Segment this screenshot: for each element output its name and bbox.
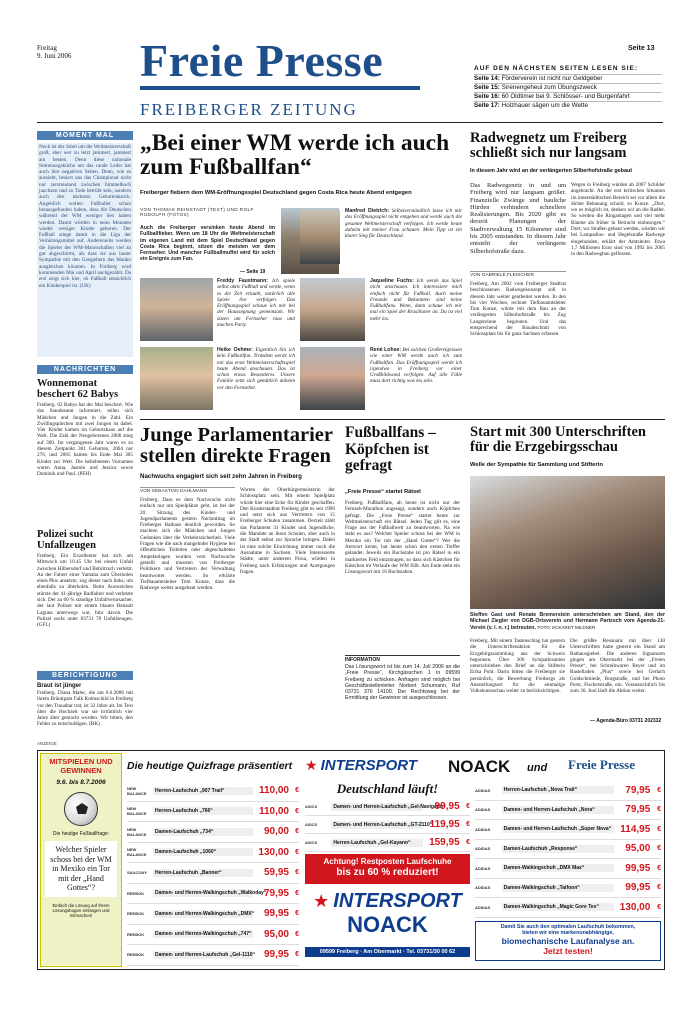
product-row — [127, 945, 299, 966]
preview-page: Seite 15: — [474, 84, 502, 91]
preview-page: Seite 14: — [474, 75, 502, 82]
euro-icon: € — [657, 806, 661, 814]
ad-left-question: Welcher Spieler schoss bei der WM in Mexiko ein Tor mit der „Hand Gottes“? — [45, 841, 117, 897]
masthead-title: Freie Presse — [140, 35, 384, 86]
euro-icon: € — [295, 910, 299, 918]
ad-bottom-line4: Jetzt testen! — [543, 946, 593, 956]
parlament-text2: Worten der Oberbürgermeisterin der Schlossplatz sein. Mit einem Spielplatz würde hier eine Ecke für Kinder geschaffen. Den Kinderstadtrat Freiberg gibt es seit 1996 und setzt sich aus Vertretern von 15 Freiberger Schulen zusammen. Derzeit zählt das Parlament 31 Kinder und Jugendliche, die Mandate an ihren Schulen, aber auch in der Stadt selbst zur Sprache bringen. Dabei ist eine solche Einrichtung immer noch die Ausnahme in Sachsen. Viele Interessierte Städte, unter anderem Pirna, würden in Freiberg nach Erfahrungen und Anregungen fragen. — [240, 487, 335, 575]
nachrichten-label: NACHRICHTEN — [37, 365, 133, 374]
brand-logo: NEW BALANCE — [127, 806, 147, 817]
brand-logo: ADIDAS — [475, 865, 491, 871]
product-price: 99,95 — [434, 801, 460, 812]
fussball-subhead: „Freie Presse“ startet Rätsel — [345, 489, 421, 495]
radweg-byline: VON GABRIELE FLEISCHER — [470, 271, 566, 278]
product-name: Damen- und Herren-Laufschuh „GT-2110“ — [333, 821, 433, 828]
ad-left-title: MITSPIELEN UND GEWINNEN — [49, 757, 113, 775]
euro-icon: € — [295, 787, 299, 795]
masthead-logo — [140, 35, 430, 98]
product-name: Damen- und Herren-Walkingschuh „Walkoday“ — [155, 890, 267, 897]
photo-manfred — [300, 210, 340, 264]
quote-freddy — [217, 278, 295, 341]
product-price: 99,95 — [263, 949, 289, 961]
achtung-line1: Achtung! Restposten Laufschuhe — [323, 857, 452, 866]
intersport-star-icon: ★ — [305, 757, 318, 774]
product-row — [127, 904, 299, 925]
unterschriften-headline: Start mit 300 Unterschriften für die Erzgebirgsschau — [470, 424, 646, 455]
sidebar — [37, 131, 133, 728]
brand-logo: ADIDAS — [475, 826, 491, 832]
photo-jaqueline — [300, 278, 365, 341]
caption-text: Steffen Gast und Renate Bremerstein unterschrieben am Stand, den der Michael Ziegler von DGB-Ortsverein und Hermann Partzsch vom Agenda-21-Verein (v. l. n. r.) betreuten. — [470, 612, 665, 631]
fussball-info-text: Das Lösungswort ist bis zum 14. Juli 2006 an die „Freie Presse“, Kirchgässchen 1 in 09599 Freiberg zu schicken. Anfragen sind möglich bei Geschäftsstellenleiter Norbert Schumann, Ruf 03731 376 14100. Der Rechtsweg bei der Ermittlung der Gewinner ist ausgeschlossen. — [345, 664, 460, 702]
product-row — [475, 840, 661, 860]
euro-icon: € — [466, 839, 470, 846]
product-name: Damen- und Herren-Laufschuh „Nora“ — [502, 806, 614, 814]
preview-page: Seite 17: — [474, 102, 502, 109]
date-line — [37, 44, 71, 60]
product-price: 114,95 — [620, 823, 651, 835]
intersport-wordmark-big: INTERSPORT — [333, 890, 462, 912]
unterschriften-text2: Die größte Resonanz mit über 130 Unterschriften hatte gestern ein Stand am Rathausgiebel. Die anderen Signaturen gingen am Obermarkt bei der „Freien Presse“, bei Schreibwaren Beyer und im Bastelladen „Plus“ sowie bei Gerlach Goldschmiede, Burgstraße, und bei Photo Porst, Fischerstraße, ein. Voraussichtlich bis zum 30. Juni läuft die Aktion weiter. — [570, 638, 665, 695]
main-subhead: Freiberger fiebern dem WM-Eröffnungsspiel Deutschland gegen Costa Rica heute Abend entgegen — [140, 190, 412, 196]
ad-bottom-line2: bieten wir eine markenunabhängige, — [522, 930, 614, 936]
euro-icon: € — [295, 889, 299, 897]
weekday: Freitag — [37, 44, 57, 52]
product-row — [475, 859, 661, 879]
brand-logo: REEBOK — [127, 952, 145, 958]
brand-logo: ADIDAS — [475, 846, 491, 852]
product-row — [475, 820, 661, 840]
product-name: Damen-Laufschuh „734“ — [153, 828, 253, 836]
achtung-box — [305, 854, 470, 884]
preview-item — [474, 101, 662, 110]
parlament-subhead: Nachwuchs engagiert sich seit zehn Jahren in Freiberg — [140, 473, 302, 480]
product-name: Damen- und Herren-Walkingschuh „747“ — [155, 931, 252, 938]
euro-icon: € — [295, 848, 299, 856]
intersport-star-icon-big: ★ — [313, 890, 330, 912]
mid-rule — [140, 419, 665, 420]
product-row — [305, 834, 470, 852]
news1-title: Wonnemonat beschert 62 Babys — [37, 378, 119, 400]
quote-name: Manfred Dietrich: — [345, 208, 390, 214]
ad-bottom-box — [475, 921, 661, 961]
product-name: Damen- und Herren-Walkingschuh „DMX“ — [155, 910, 255, 917]
product-name: Herren-Laufschuh „907 Trail“ — [153, 787, 253, 795]
preview-item — [474, 83, 662, 92]
euro-icon: € — [295, 951, 299, 959]
quote-name: Freddy Faustmann: — [217, 278, 268, 284]
berichtigung-label: BERICHTIGUNG — [37, 671, 133, 680]
product-row — [127, 843, 299, 864]
noack-top: NOACK — [448, 757, 511, 776]
unterschriften-subhead: Welle der Sympathie für Sammlung und Stifterin — [470, 462, 603, 468]
quote-text: Eigentlich bin ich kein Fußballfan. Trotzdem werde ich mir das erste Weltmeisterschaftsspiel heute Abend anschauen. Das ist schon etwas Besonderes. Unsere Familie setzt sich gemütlich daheim vor den Fernseher. — [217, 347, 295, 391]
preview-item — [474, 92, 662, 101]
photo-unterschriften — [470, 476, 665, 609]
product-name: Herren-Laufschuh „Nova Trail“ — [502, 786, 614, 794]
product-name: Damen- und Herren-Laufschuh „Gel-1110“ — [155, 951, 256, 958]
euro-icon: € — [466, 803, 470, 810]
fp-logo-ad: Freie Presse — [568, 757, 636, 772]
euro-icon: € — [295, 869, 299, 877]
quote-jaqueline — [370, 278, 462, 341]
product-name: Damen-Walkingschuh „Taifoon“ — [502, 884, 614, 892]
quote-heike — [217, 347, 295, 410]
product-row — [127, 802, 299, 823]
preview-box — [474, 65, 662, 110]
product-row — [127, 884, 299, 905]
product-price: 99,95 — [263, 908, 289, 920]
product-row — [475, 879, 661, 899]
fussball-text: Freiberg. Fußballfans, ab heute ist nicht nur der Fernseh-Marathon angesagt, sondern auch Köpfchen gefragt. Die „Freie Presse“ startet heute zur Weltmeisterschaft ein Rätsel. Jeden Tag gilt es, eine Frage aus der Fußballwelt zu beantworten. Na wie steht es aus? Welcher Spieler schoss bei der WM in Mexiko ein Tor mit der „Hand Gottes“? Wer die Antwort kennt, hat heute schon den ersten Treffer gelandet. Jeweils ein Buchstabe ist pro Rätsel in ein markiertes Feld einzutragen, so dass sich Kästchen für Kästchen im Verlaufe der WM füllt. Am Ende steht ein Lösungswort mit 16 Buchstaben. — [345, 500, 460, 576]
quote-text: Selbstverständlich lasse ich mir das Eröffnungsspiel nicht entgehen und werde auch die gesamte Weltmeisterschaft verfolgen. Ich werde heute daheim mit meiner Frau schauen. Mein Tipp ist ein klarer Sieg für Deutschland. — [345, 208, 462, 240]
news1-text: Freiberg. 62 Babys hat der Mai beschert. Wie das Standesamt informiert, teilen sich Mädchen und Jungen in die Zahl. Ein Zwillingspärchen mit zwei Jungen ist dabei. Vier Kinder kamen im Geburtshaus auf die Welt. Die Zahl der Neugeborenen 2006 stieg auf 300. Im vergangenen Jahr waren es zu diesem Zeitpunkt 301 Geburten, 2004 nur 276, und 2005 kamen bis Ende Mai 305 Kinder zur Welt. Die beliebtesten Vornamen waren Anna, Jasmin und Jessica sowie Dominik und Paul. (PEH) — [37, 402, 133, 478]
ad-quiz-title: Die heutige Quizfrage präsentiert — [127, 760, 293, 772]
preview-list — [474, 74, 662, 110]
photo-freddy — [140, 278, 213, 341]
intersport-logo-top — [305, 757, 417, 774]
product-row — [127, 781, 299, 802]
euro-icon: € — [657, 903, 661, 911]
product-name: Damen-Walkingschuh „Magic Gore Tex“ — [502, 903, 614, 911]
unterschriften-signoff: — Agenda-Büro 03731 202332 — [590, 718, 662, 724]
fussball-info-label: INFORMATION — [345, 655, 460, 663]
product-row — [475, 801, 661, 821]
parlament-text1: Freiberg. Dass es dem Nachwuchs nicht einfach nur um Spielplätze geht, ist bei der 20. Sitzung des Kinder- und Jugendparlaments gestern Nachmittag im Freiberger Rathaus deutlich geworden. So machten sich die Mädchen und Jungen Gedanken über die Verkehrssicherheit. Viele Fragen wie die nach mangelnder Hygiene bei öffentlichen Toiletten oder abgeschalteten Ampelanlagen wurden vom Nachwuchs gestellt und mussten von Freiberger Politikern und Vertretern der Verwaltung beantwortet werden. So erklärte Tiefbauamtsleiter Tom Kunze, dass die Radwege weiter ausgebaut werden. — [140, 497, 235, 592]
radweg-text3: Wegen in Freiberg würden ab 2007 Schilder angebracht. An der erst kritischen Situation im innerstädtischen Bereich sei vor allem die dichte Bebauung schuld, so Kunze. „Dort, wo es möglich ist, denken wir an die Radler. So werden die Ringanlagen und viel mehr Bäume als früher in Betracht einbezogen.“ Dort, wo Straßen gebaut werden, würden wir bei Lampadius- und Hegelstraße Radwege eingebunden, erklärt der Amtsleiter. Etwa 1,7 Millionen Euro sind von 1992 bis 2005 in den Radwegbau geflossen. — [571, 182, 665, 258]
parlament-byline: VON SEBASTIAN DAHLMANN — [140, 487, 235, 494]
main-byline: VON THOMAS REINSTADT (TEXT) UND ROLF RUDOLPH (FOTOS) — [140, 208, 254, 218]
product-price: 79,95 — [625, 804, 651, 816]
brand-logo: NEW BALANCE — [127, 826, 147, 837]
product-price: 130,00 — [619, 901, 651, 913]
berichtigung-title: Braut ist jünger — [37, 683, 82, 689]
product-price: 59,95 — [263, 867, 289, 879]
brand-logo: ADIDAS — [475, 787, 491, 793]
ad-list-left — [127, 781, 299, 966]
euro-icon: € — [657, 825, 661, 833]
product-name: Damen-Walkingschuh „DMX Max“ — [502, 864, 614, 872]
berichtigung-text: Freiberg. Diana Malec, die am 6.6.2006 mit ihrem Bräutigam Falk Kolmschild in Freiberg vor den Traualtar trat, ist 32 Jahre alt. Im Text über die Hochzeit war sie irrtümlich vier Jahre älter gemacht worden. Wir bitten, den Fehler zu entschuldigen. (BK) — [37, 690, 133, 728]
euro-icon: € — [657, 864, 661, 872]
product-price: 79,95 — [263, 887, 289, 899]
preview-title: AUF DEN NÄCHSTEN SEITEN LESEN SIE: — [474, 65, 639, 72]
product-price: 119,95 — [429, 819, 460, 830]
product-name: Herren-Laufschuh „Gel-Kayano“ — [331, 839, 423, 847]
ad-ball-icon — [64, 792, 98, 826]
brand-logo: ASICS — [305, 840, 318, 845]
product-row — [475, 781, 661, 801]
ad-left-dates: 9.6. bis 8.7.2006 — [56, 779, 106, 786]
product-name: Damen-Laufschuh „1060“ — [153, 848, 253, 856]
header-rule — [37, 122, 663, 123]
brand-logo: REEBOK — [127, 931, 145, 937]
preview-text: Sirenengeheul zum Übungszweck — [501, 84, 597, 91]
product-price: 110,00 — [258, 785, 289, 797]
quote-rene — [370, 347, 462, 410]
masthead-rule — [140, 86, 420, 90]
euro-icon: € — [466, 821, 470, 828]
news2-text: Freiberg. Ein Exzellenter hat sich am Mittwoch um 10.45 Uhr bei einem Unfall zwischen Hilbersdorf und Bobritzsch verletzt. An der Fahrer einer Yamaha zum Überholen eines Pkw ansetzte, zog dieser nach links, um ebenfalls zu überholen. Beim Ausweichen stürzte der 41-jährige Radfahrer und verletzte sich. Der zu 60 % ständige Unfallverursacher, der laut Polizei mit einem blauen Renault Laguna unterwegs war, fuhr davon. Die Polizei sucht unter 03731 70 Unfallzeugen. (GFL) — [37, 553, 133, 629]
photo-credit: FOTO: ECKARDT MILDNER — [537, 624, 596, 630]
main-intro: Auch die Freiberger versinken heute Abend im Fußballfieber. Wenn um 18 Uhr die Weltmeisterschaft im eigenen Land mit dem Spiel Deutschland gegen Costa Rica beginnt, sitzen die meisten vor dem Fernseher. Und mancher Fußballmuffel wird für solch ein Ereignis zum Fan. — [140, 225, 275, 263]
photo-rene — [300, 347, 365, 410]
product-price: 110,00 — [258, 805, 289, 817]
euro-icon: € — [295, 930, 299, 938]
product-row — [127, 925, 299, 946]
quote-text: Bei solchen Großereignissen wie einer WM werde auch ich zum Fußballfan. Das Eröffnungsspiel werde ich irgendwo in Freiberg vor einer Großbildwand verfolgen. Auf alle Fälle muss dort richtig was los sein. — [370, 347, 463, 385]
radweg-lead: Das Radwegenetz in und um Freiberg wird nur langsam größer. Finanzielle Zwänge und bauliche Hürden verhindern schnellere Realisierungen. Bis 2020 gibt es derzeit Planungen der Stadtverwaltung 15 Kilometer sind bis 2005 entstanden. In diesem Jahr entsteht der verlängerte Silberhofstraße dazu. — [470, 182, 566, 255]
product-name: Damen- und Herren-Laufschuh „Super Nova“ — [502, 825, 614, 833]
product-row — [127, 822, 299, 843]
quote-name: Heike Oehme: — [217, 347, 253, 353]
euro-icon: € — [657, 845, 661, 853]
brand-logo: REEBOK — [127, 890, 145, 896]
product-price: 79,95 — [625, 784, 651, 796]
brand-logo: ADIDAS — [475, 807, 491, 813]
date: 9. Juni 2006 — [37, 52, 72, 60]
ball-pattern — [65, 793, 99, 827]
product-name: Damen-Laufschuh „Response“ — [502, 845, 614, 853]
euro-icon: € — [657, 786, 661, 794]
photo-heike — [140, 347, 213, 410]
ad-bottom-line3: biomechanische Laufanalyse an. — [501, 936, 635, 946]
fussball-headline: Fußballfans – Köpfchen ist gefragt — [345, 424, 436, 474]
intersport-wordmark: INTERSPORT — [320, 757, 417, 774]
brand-logo: ADIDAS — [475, 904, 491, 910]
quote-text: Ich werde das Spiel nicht anschauen. Ich interessiere mich einfach nicht für Fußball. Auch meine Freunde und Bekannten sind keine Fußballfans. Wenn, dann schaue ich mir mal ein Spiel der Brasilianer an. Da ist viel mehr los. — [370, 278, 463, 322]
product-price: 99,95 — [625, 862, 651, 874]
brand-logo: ADIDAS — [475, 885, 491, 891]
product-price: 159,95 — [429, 837, 460, 848]
edition-title: FREIBERGER ZEITUNG — [140, 100, 358, 119]
brand-logo: SAUCONY — [127, 870, 148, 876]
unterschriften-text1: Freiberg. Mit einem Tastenschlag hat gestern die Unterschriftenaktion für die Erzgebirgssammlung aus der Schweiz begonnen. Über 300 Sympathisanten unterschrieben den Brief an die Stifterin Erika Pohl. Darin bitten die Freiberger sie persönlich, die Bewerbung Freibergs als Ausstellungsort für die einmalige Volkskunstschau weiter zu berücksichtigen. — [470, 638, 565, 695]
page-number: Seite 13 — [628, 45, 655, 52]
news2-title: Polizei sucht Unfallzeugen — [37, 529, 96, 551]
main-continued: — Seite 19 — [240, 269, 266, 275]
brand-logo: NEW BALANCE — [127, 847, 147, 858]
product-name: Herren-Laufschuh „766“ — [153, 807, 253, 815]
preview-text: Förderverein ist nicht nur Geldgeber — [501, 75, 603, 82]
radweg-text2: Freiberg. Am 2002 vom Freiberger Stadtrat beschlossenen Radwegekonzept soll in diesem Jahr weiter gearbeitet werden. In den bis vier Wochen, rechnet Tiefbauamtsleiter Tom Kunze, würde mit dem Bau an der verlängerten Silberhofstraße bis Zug Langenrinne begonnen. Und das entsprechend der Bauabschnitt von Schlossplatz bis für ganz Sachsen erfassen. — [470, 281, 566, 338]
euro-icon: € — [657, 884, 661, 892]
brand-logo: NEW BALANCE — [127, 785, 147, 796]
anzeige-label: ANZEIGE — [37, 741, 57, 746]
main-headline: „Bei einer WM werde ich auch zum Fußballfan“ — [140, 130, 450, 180]
intersport-logo-big — [305, 890, 470, 942]
product-price: 90,00 — [263, 826, 289, 838]
moment-mal-label: MOMENT MAL — [37, 131, 133, 140]
noack-big: NOACK — [347, 912, 428, 937]
preview-item — [474, 74, 662, 83]
product-row — [127, 863, 299, 884]
product-price: 95,00 — [625, 843, 651, 855]
product-row — [305, 798, 470, 816]
ad-list-right — [475, 781, 661, 918]
ad-und: und — [527, 762, 548, 774]
deutschland-banner: Deutschland läuft! — [336, 781, 439, 796]
ad-list-mid — [305, 798, 470, 852]
preview-text: Holzhauer sägen um die Wette — [501, 102, 588, 109]
product-row — [475, 898, 661, 918]
ad-quiz-column — [40, 753, 122, 967]
product-price: 99,95 — [625, 882, 651, 894]
quote-text: Ich spiele selbst aktiv Fußball und werde, wenn es die Zeit erlaubt, natürlich alle Spiele live verfolgen. Das Eröffnungsspiel schaue ich mir bei der Haussegnung gemeinsam. Wir sitzen am Fernseher raus und machen Party. — [217, 278, 295, 329]
product-row — [305, 816, 470, 834]
ad-left-footer: Einfach die Lösung auf Ihrem Lösungsbogen eintragen und mitmachen! — [52, 902, 110, 918]
brand-logo: REEBOK — [127, 911, 145, 917]
photo-caption — [470, 612, 665, 637]
preview-page: Seite 16: — [474, 93, 502, 100]
euro-icon: € — [295, 828, 299, 836]
moment-mal-text: Noch ist der Jubel um die Weltmeisterschaft groß, aber wer zu letzt jammert, jammert am besten. Denn diese nationale Stimmungsküche um das runde Leder hat auch ihre negativen Seiten. Denn, wie es aussieht, besiert uns das Championat nicht nur zerstreutund zwischen himmelhoch jauchzen und zu Tode betrübt sein, sondern auch den nächsten Geburtenknick. Angeblich wollen Fußballer schon herausgefunden haben, dass die Deutschen während der WM weniger Sex haben werden. Damit würden in neun Monaten wieder weniger Kinder geboren. Der Fußball stiege damit in die Liga der Verhütungsmittel auf. Andererseits werden die Spieler der WM-Mannschaften viel zu gut abgeschirmt, als dass sie aus lauter Sympathie mit den Gastgebern das Manko ausgleichen könnten. In Freiberg wird kommenden Mai und April nachgezählt. Da erst zeigt sich hier, ob Fußball tatsächlich ein Kinderspiel ist. (UK) — [37, 143, 133, 357]
radweg-headline: Radwegnetz um Freiberg schließt sich nur langsam — [470, 130, 627, 161]
quote-name: Jaqueline Fuchs: — [370, 278, 414, 284]
achtung-line2: bis zu 60 % reduziert! — [336, 867, 439, 878]
preview-text: 60 Oldtimer bei 9. Schlösser- und Burgenfahrt — [501, 93, 630, 100]
ad-address: 09599 Freiberg · Am Obermarkt · Tel. 03731/30 00 62 — [305, 947, 470, 957]
product-name: Herren-Laufschuh „Banner“ — [153, 869, 253, 877]
quote-name: René Lohse: — [370, 347, 402, 353]
brand-logo: ASICS — [305, 804, 318, 809]
euro-icon: € — [295, 807, 299, 815]
product-price: 130,00 — [258, 846, 289, 858]
product-name: Damen- und Herren-Laufschuh „Gel-Navigator“ — [333, 803, 446, 810]
ad-left-q-intro: Die heutige Fußballfrage: — [52, 831, 110, 837]
ad-bottom-line1: Damit Sie auch den optimalen Laufschuh bekommen, — [500, 924, 636, 930]
product-price: 95,00 — [263, 928, 289, 940]
brand-logo: ASICS — [305, 822, 318, 827]
radweg-subhead: In diesem Jahr wird an der verlängerten Silberhofstraße gebaut — [470, 168, 633, 174]
quote-manfred — [345, 208, 462, 274]
parlament-headline: Junge Parlamentarier stellen direkte Fragen — [140, 424, 333, 467]
